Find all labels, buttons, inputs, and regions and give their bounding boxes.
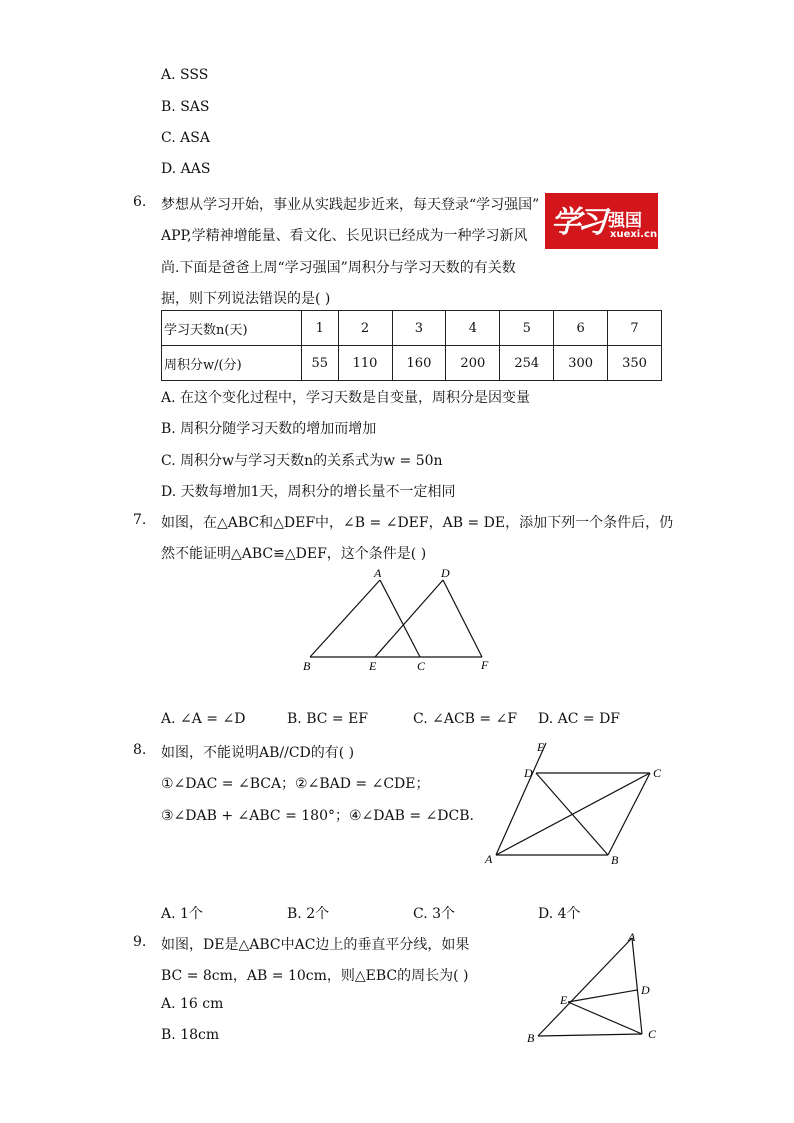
q8-option-d: D. 4个 (538, 906, 581, 922)
segment-df (443, 580, 482, 657)
q8-line-2: ①∠DAC = ∠BCA；②∠BAD = ∠CDE； (161, 776, 430, 792)
q6-line-1: 梦想从学习开始，事业从实践起步近来，每天登录“学习强国” (161, 197, 540, 213)
q5-option-d: D. AAS (161, 161, 211, 177)
table-row (162, 346, 662, 381)
q8-number: 8. (133, 742, 147, 758)
q6-number: 6. (133, 194, 147, 210)
q9-line-1: 如图，DE是△ABC中AC边上的垂直平分线，如果 (161, 937, 470, 953)
q7-option-c: C. ∠ACB = ∠F (413, 711, 518, 727)
q7-line-1: 如图，在△ABC和△DEF中，∠B = ∠DEF，AB = DE，添加下列一个条件后，仍 (161, 515, 674, 531)
q5-option-b: B. SAS (161, 99, 210, 115)
table-row-label: 周积分w/(分) (162, 346, 302, 381)
q8-option-b: B. 2个 (287, 906, 330, 922)
q8-line-1: 如图，不能说明AB//CD的有( ) (161, 745, 355, 761)
label-d: D (641, 983, 650, 997)
label-e: E (560, 993, 568, 1007)
label-c: C (653, 766, 662, 780)
q7-number: 7. (133, 512, 147, 528)
q7-line-2: 然不能证明△ABC≌△DEF，这个条件是( ) (161, 546, 427, 562)
table-cell: 160 (392, 346, 446, 381)
segment-ab (310, 580, 380, 657)
label-a: A (485, 852, 493, 866)
q8-option-c: C. 3个 (413, 906, 456, 922)
label-c: C (648, 1027, 657, 1041)
label-a: A (628, 930, 636, 944)
table-cell: 5 (500, 311, 554, 346)
segment-ec (568, 1002, 642, 1034)
segment-db (536, 773, 608, 855)
segment-ed (568, 990, 637, 1002)
segment-ed (375, 580, 443, 657)
q8-option-a: A. 1个 (161, 906, 203, 922)
q7-option-d: D. AC = DF (538, 711, 621, 727)
label-a: A (374, 566, 382, 580)
label-b: B (527, 1031, 535, 1045)
q8-line-3: ③∠DAB + ∠ABC = 180°；④∠DAB = ∠DCB. (161, 808, 474, 824)
segment-ac (496, 773, 650, 855)
q5-option-c: C. ASA (161, 130, 210, 146)
q9-line-2: BC = 8cm，AB = 10cm，则△EBC的周长为( ) (161, 968, 469, 984)
q9-option-b: B. 18cm (161, 1027, 220, 1043)
label-f: F (481, 658, 489, 672)
q6-option-a: A. 在这个变化过程中，学习天数是自变量，周积分是因变量 (161, 390, 531, 406)
label-e: E (369, 659, 377, 673)
q9-number: 9. (133, 934, 147, 950)
q6-line-4: 据，则下列说法错误的是( ) (161, 291, 331, 307)
label-c: C (417, 659, 426, 673)
label-d: D (441, 566, 450, 580)
segment-ae (496, 743, 546, 855)
q6-line-2: APP,学精神增能量、看文化、长见识已经成为一种学习新风 (161, 228, 528, 244)
table-cell: 2 (338, 311, 392, 346)
label-e: E (537, 740, 545, 754)
table-cell: 200 (446, 346, 500, 381)
table-cell: 300 (554, 346, 608, 381)
table-cell: 110 (338, 346, 392, 381)
table-cell: 4 (446, 311, 500, 346)
q9-triangle-figure (520, 928, 670, 1050)
q7-option-a: A. ∠A = ∠D (161, 711, 246, 727)
segment-bc (608, 773, 650, 855)
label-d: D (524, 766, 533, 780)
q6-data-table (161, 310, 662, 381)
label-b: B (303, 659, 311, 673)
segment-ba (538, 938, 632, 1036)
table-cell: 1 (302, 311, 339, 346)
segment-bc (538, 1034, 642, 1036)
logo-url: xuexi.cn (610, 229, 658, 240)
q9-option-a: A. 16 cm (161, 996, 224, 1012)
q6-option-c: C. 周积分w与学习天数n的关系式为w = 50n (161, 453, 443, 469)
q6-line-3: 尚.下面是爸爸上周“学习强国”周积分与学习天数的有关数 (161, 260, 516, 276)
q7-option-b: B. BC = EF (287, 711, 369, 727)
q7-triangles-figure (300, 562, 500, 677)
q6-option-b: B. 周积分随学习天数的增加而增加 (161, 421, 377, 437)
table-cell: 55 (302, 346, 339, 381)
table-row (162, 311, 662, 346)
logo-calligraphy: 学习 (551, 205, 603, 240)
label-b: B (611, 853, 619, 867)
q6-option-d: D. 天数每增加1天，周积分的增长量不一定相同 (161, 484, 456, 500)
table-cell: 350 (608, 346, 662, 381)
logo-text: 强国 (608, 211, 642, 231)
table-cell: 7 (608, 311, 662, 346)
table-cell: 254 (500, 346, 554, 381)
xuexi-qiangguo-logo (545, 193, 658, 249)
q5-option-a: A. SSS (161, 67, 209, 83)
table-row-label: 学习天数n(天) (162, 311, 302, 346)
q8-quadrilateral-figure (480, 735, 670, 870)
table-cell: 3 (392, 311, 446, 346)
table-cell: 6 (554, 311, 608, 346)
